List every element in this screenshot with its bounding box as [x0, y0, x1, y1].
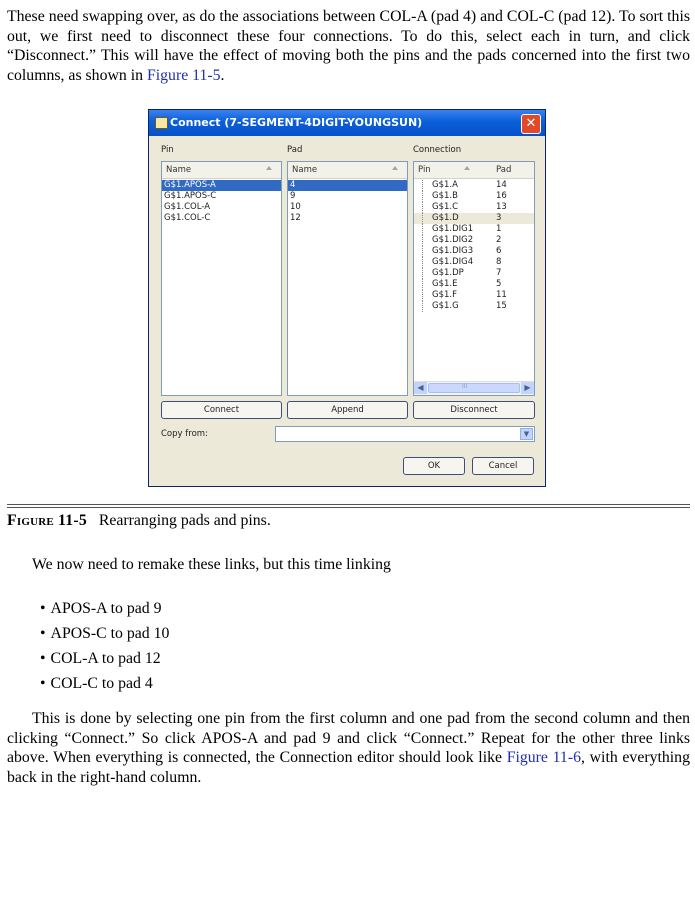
caption-rule-top [7, 504, 690, 505]
pin-list-item[interactable]: G$1.COL-A [164, 202, 211, 212]
connection-pad: 13 [496, 202, 507, 212]
connection-list-rows [414, 180, 534, 312]
copy-from-select[interactable] [275, 426, 535, 442]
connection-row[interactable] [414, 191, 534, 202]
tree-line [422, 191, 423, 202]
list-item: • COL-C to pad 4 [40, 671, 169, 696]
dialog-book-icon [155, 117, 168, 129]
sort-arrow-icon [266, 166, 272, 170]
connection-header-pad: Pad [496, 165, 512, 175]
scroll-left-icon[interactable]: ◀ [414, 382, 427, 394]
sort-arrow-icon [464, 166, 470, 170]
connection-row[interactable] [414, 257, 534, 268]
connection-pin: G$1.DP [432, 268, 464, 278]
connection-row[interactable] [414, 268, 534, 279]
connection-pin: G$1.B [432, 191, 458, 201]
connection-label: Connection [413, 145, 462, 155]
pad-list-item[interactable]: 10 [290, 202, 301, 212]
intro-paragraph [7, 7, 690, 85]
scroll-right-icon[interactable]: ▶ [521, 382, 534, 394]
connection-row[interactable] [414, 180, 534, 191]
connection-list[interactable] [413, 161, 535, 396]
connection-row[interactable] [414, 224, 534, 235]
intro-text: These need swapping over, as do the associations between COL-A (pad 4) and COL-C (pad 12). To sort this out, we first need to disconnect these four connections. To do this, select each in turn, and click “Disconnect.” This will have the effect of moving both the pins and the pads concerned into the first two columns, as shown in [7, 8, 690, 84]
connection-row[interactable] [414, 290, 534, 301]
copy-from-label: Copy from: [161, 429, 208, 439]
connection-pad: 8 [496, 257, 502, 267]
tree-line [422, 257, 423, 268]
connection-row[interactable] [414, 202, 534, 213]
connection-pin: G$1.DIG2 [432, 235, 474, 245]
tree-line [422, 268, 423, 279]
pad-list[interactable] [287, 161, 408, 396]
remake-links-paragraph [7, 555, 690, 575]
sort-arrow-icon [392, 166, 398, 170]
connection-pad: 2 [496, 235, 502, 245]
caption-text: Rearranging pads and pins. [98, 512, 271, 529]
dialog-title: Connect (7-SEGMENT-4DIGIT-YOUNGSUN) [170, 116, 423, 129]
pad-list-header[interactable] [288, 162, 407, 179]
figure-11-5-link[interactable]: Figure 11-5 [146, 66, 221, 84]
connect-instructions-paragraph [7, 709, 690, 787]
pin-list-item[interactable]: G$1.APOS-A [162, 180, 281, 191]
connection-pin: G$1.A [432, 180, 458, 190]
scroll-grip: III [462, 383, 468, 390]
connect-dialog [148, 109, 546, 487]
tree-line [422, 180, 423, 191]
list-item: • APOS-A to pad 9 [40, 596, 169, 621]
instructions-text: This is done by selecting one pin from the first column and one pad from the second column and then clicking “Connect.” So click APOS-A and pad 9 and click “Connect.” Repeat for the other three links above. When everything is connected, the Connection editor should look like [7, 710, 690, 767]
pin-list-item[interactable]: G$1.COL-C [164, 213, 211, 223]
pin-list-rows [162, 180, 281, 224]
pad-list-rows [288, 180, 407, 224]
pin-list-header[interactable] [162, 162, 281, 179]
connection-pad: 7 [496, 268, 502, 278]
cancel-button[interactable]: Cancel [472, 457, 534, 475]
chevron-down-icon[interactable]: ▼ [520, 428, 533, 440]
connection-header-pin: Pin [418, 165, 431, 175]
connection-pad: 5 [496, 279, 502, 289]
connection-row[interactable] [414, 235, 534, 246]
connection-pin: G$1.DIG4 [432, 257, 474, 267]
figure-caption [7, 512, 271, 530]
tree-line [422, 202, 423, 213]
connection-pad: 11 [496, 290, 507, 300]
tree-line [422, 279, 423, 290]
connection-row[interactable] [414, 279, 534, 290]
connection-row[interactable] [414, 246, 534, 257]
dialog-titlebar[interactable] [149, 110, 545, 136]
connection-pad: 6 [496, 246, 502, 256]
connection-list-header[interactable] [414, 162, 534, 179]
disconnect-button[interactable]: Disconnect [413, 401, 535, 419]
connect-button[interactable]: Connect [161, 401, 282, 419]
pad-list-item[interactable]: 4 [288, 180, 407, 191]
connection-pin: G$1.E [432, 279, 458, 289]
tree-line [422, 301, 423, 312]
remake-links-text: We now need to remake these links, but this time linking [32, 556, 391, 573]
pin-list-item[interactable]: G$1.APOS-C [164, 191, 217, 201]
connection-pad: 15 [496, 301, 507, 311]
close-button[interactable]: ✕ [521, 114, 541, 134]
scroll-thumb[interactable] [428, 383, 520, 393]
list-item: • APOS-C to pad 10 [40, 621, 169, 646]
caption-figure-number: Figure 11-5 [7, 512, 87, 529]
pad-label: Pad [287, 145, 303, 155]
tree-line [422, 246, 423, 257]
bullet-list [40, 596, 169, 696]
figure-11-6-link[interactable]: Figure 11-6 [506, 749, 581, 767]
pad-list-item[interactable]: 9 [290, 191, 296, 201]
connection-row[interactable] [414, 301, 534, 312]
connection-pin: G$1.D [432, 213, 459, 223]
pin-label: Pin [161, 145, 174, 155]
append-button[interactable]: Append [287, 401, 408, 419]
caption-rule-bottom [7, 507, 690, 508]
connection-pin: G$1.G [432, 301, 459, 311]
connection-pad: 16 [496, 191, 507, 201]
pad-list-item[interactable]: 12 [290, 213, 301, 223]
pin-list-header-name: Name [166, 165, 192, 175]
intro-text-end: . [220, 66, 225, 84]
connection-pad: 14 [496, 180, 507, 190]
tree-line [422, 224, 423, 235]
connection-pin: G$1.C [432, 202, 459, 212]
connection-pad: 3 [496, 213, 502, 223]
connection-pad: 1 [496, 224, 502, 234]
connection-pin: G$1.F [432, 290, 457, 300]
connection-pin: G$1.DIG3 [432, 246, 474, 256]
pin-list[interactable] [161, 161, 282, 396]
tree-line [422, 290, 423, 301]
connection-pin: G$1.DIG1 [432, 224, 474, 234]
list-item: • COL-A to pad 12 [40, 646, 169, 671]
tree-line [422, 235, 423, 246]
tree-line [422, 213, 423, 224]
ok-button[interactable]: OK [403, 457, 465, 475]
connection-row[interactable] [414, 213, 534, 224]
horizontal-scrollbar[interactable] [414, 381, 534, 395]
instructions-text-end: , with everything back in the right-hand column. [7, 749, 690, 786]
pad-list-header-name: Name [292, 165, 318, 175]
